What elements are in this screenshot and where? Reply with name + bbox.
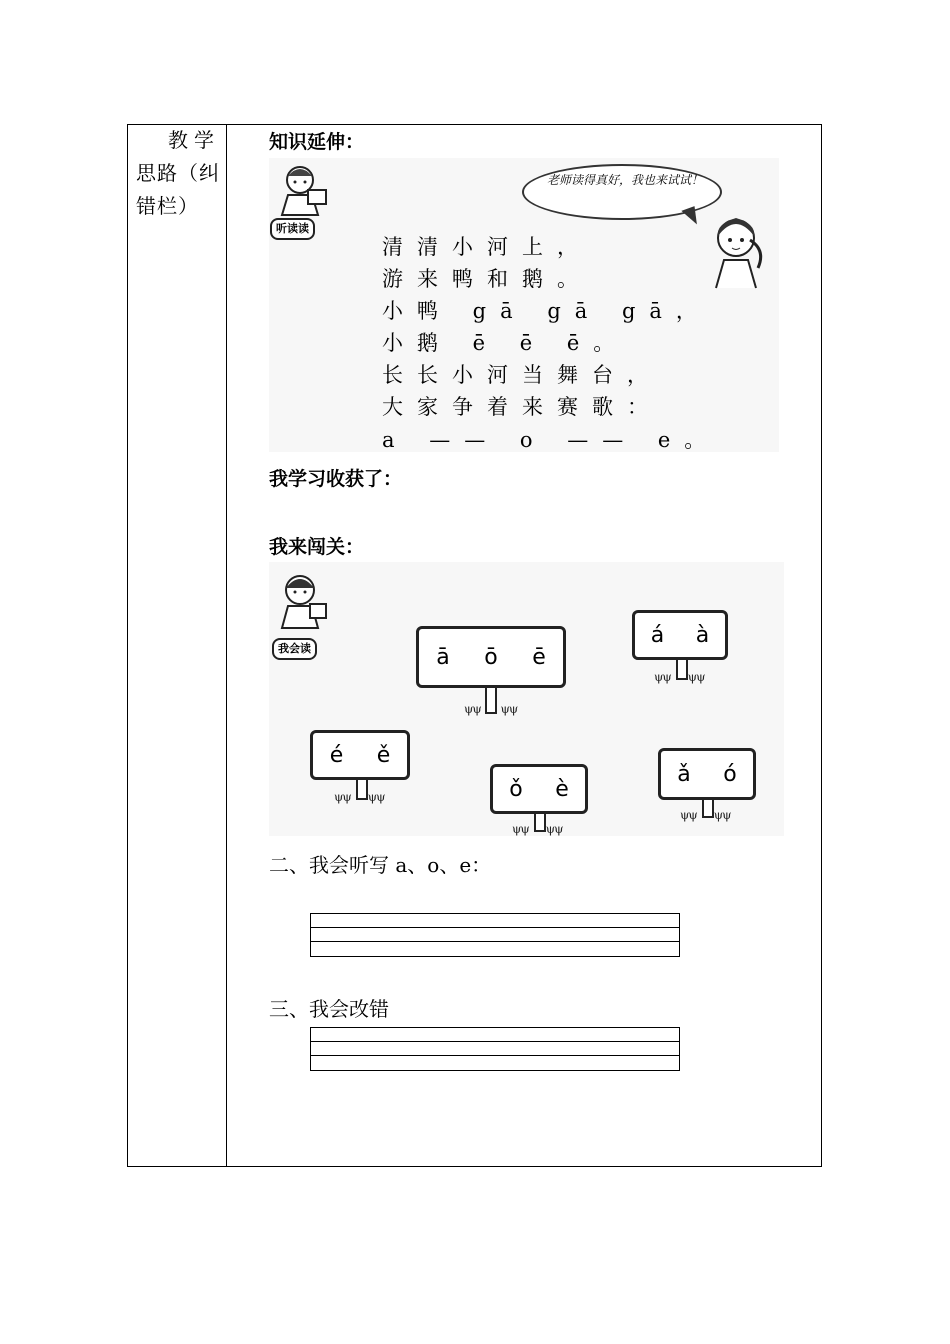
sign-letter: á: [650, 622, 665, 648]
poem-line-7: a —— o —— e。: [382, 428, 720, 452]
poem-line-6: 大家争着来赛歌：: [382, 395, 662, 419]
left-label-line3: 错栏）: [136, 194, 199, 218]
poem-line-3: 小鸭 gā gā gā，: [382, 299, 711, 323]
sign-letter: ā: [436, 644, 450, 670]
sign-board: [632, 610, 728, 660]
sign-board: [310, 730, 410, 780]
grass-icon: ψψ ψψ: [334, 790, 385, 804]
left-label-line1: 教学: [168, 128, 220, 152]
grass-icon: ψψ ψψ: [512, 822, 563, 836]
sign-letter: ǒ: [509, 776, 523, 802]
poem-line-1: 清清小河上，: [382, 235, 592, 259]
grass-icon: ψψ ψψ: [680, 808, 731, 822]
girl-icon: [706, 210, 772, 290]
dictation-writing-lines[interactable]: [310, 913, 680, 957]
sign-letter: ǎ: [677, 761, 691, 787]
sign-letter: ě: [376, 742, 391, 768]
sign-board: [490, 764, 588, 814]
sign-letter: ó: [723, 761, 737, 787]
sign-board: [416, 626, 566, 688]
grass-icon: ψψ ψψ: [464, 702, 518, 716]
correction-heading: 三、我会改错: [269, 997, 389, 1021]
poem-line-2: 游来鸭和鹅。: [382, 267, 592, 291]
poem-line-5: 长长小河当舞台，: [382, 363, 662, 387]
sign-letter: é: [329, 742, 344, 768]
child-reading-icon: [272, 568, 334, 630]
sign-letter: ō: [484, 644, 498, 670]
sign-letter: à: [695, 622, 710, 648]
heading-harvest: 我学习收获了：: [269, 468, 403, 490]
heading-challenge: 我来闯关：: [269, 536, 365, 558]
sign-letter: è: [555, 776, 569, 802]
left-column-label: [136, 124, 220, 223]
sign-board: [658, 748, 756, 800]
dictation-heading: 二、我会听写 a、o、e：: [269, 853, 492, 877]
i-can-read-sticker: 我会读: [272, 638, 317, 660]
heading-extension: 知识延伸：: [269, 131, 365, 153]
grass-icon: ψψ ψψ: [654, 670, 705, 684]
column-divider: [226, 124, 227, 1167]
poem-line-4: 小鹅 ē ē ē。: [382, 331, 629, 355]
sign-letter: ē: [532, 644, 546, 670]
listen-read-sticker: 听读读: [270, 218, 315, 240]
teacher-reading-icon: [272, 160, 332, 220]
correction-writing-lines[interactable]: [310, 1027, 680, 1071]
speech-bubble-text: 老师读得真好，我也来试试！: [546, 173, 703, 187]
left-label-line2: 思路（纠: [136, 161, 220, 185]
